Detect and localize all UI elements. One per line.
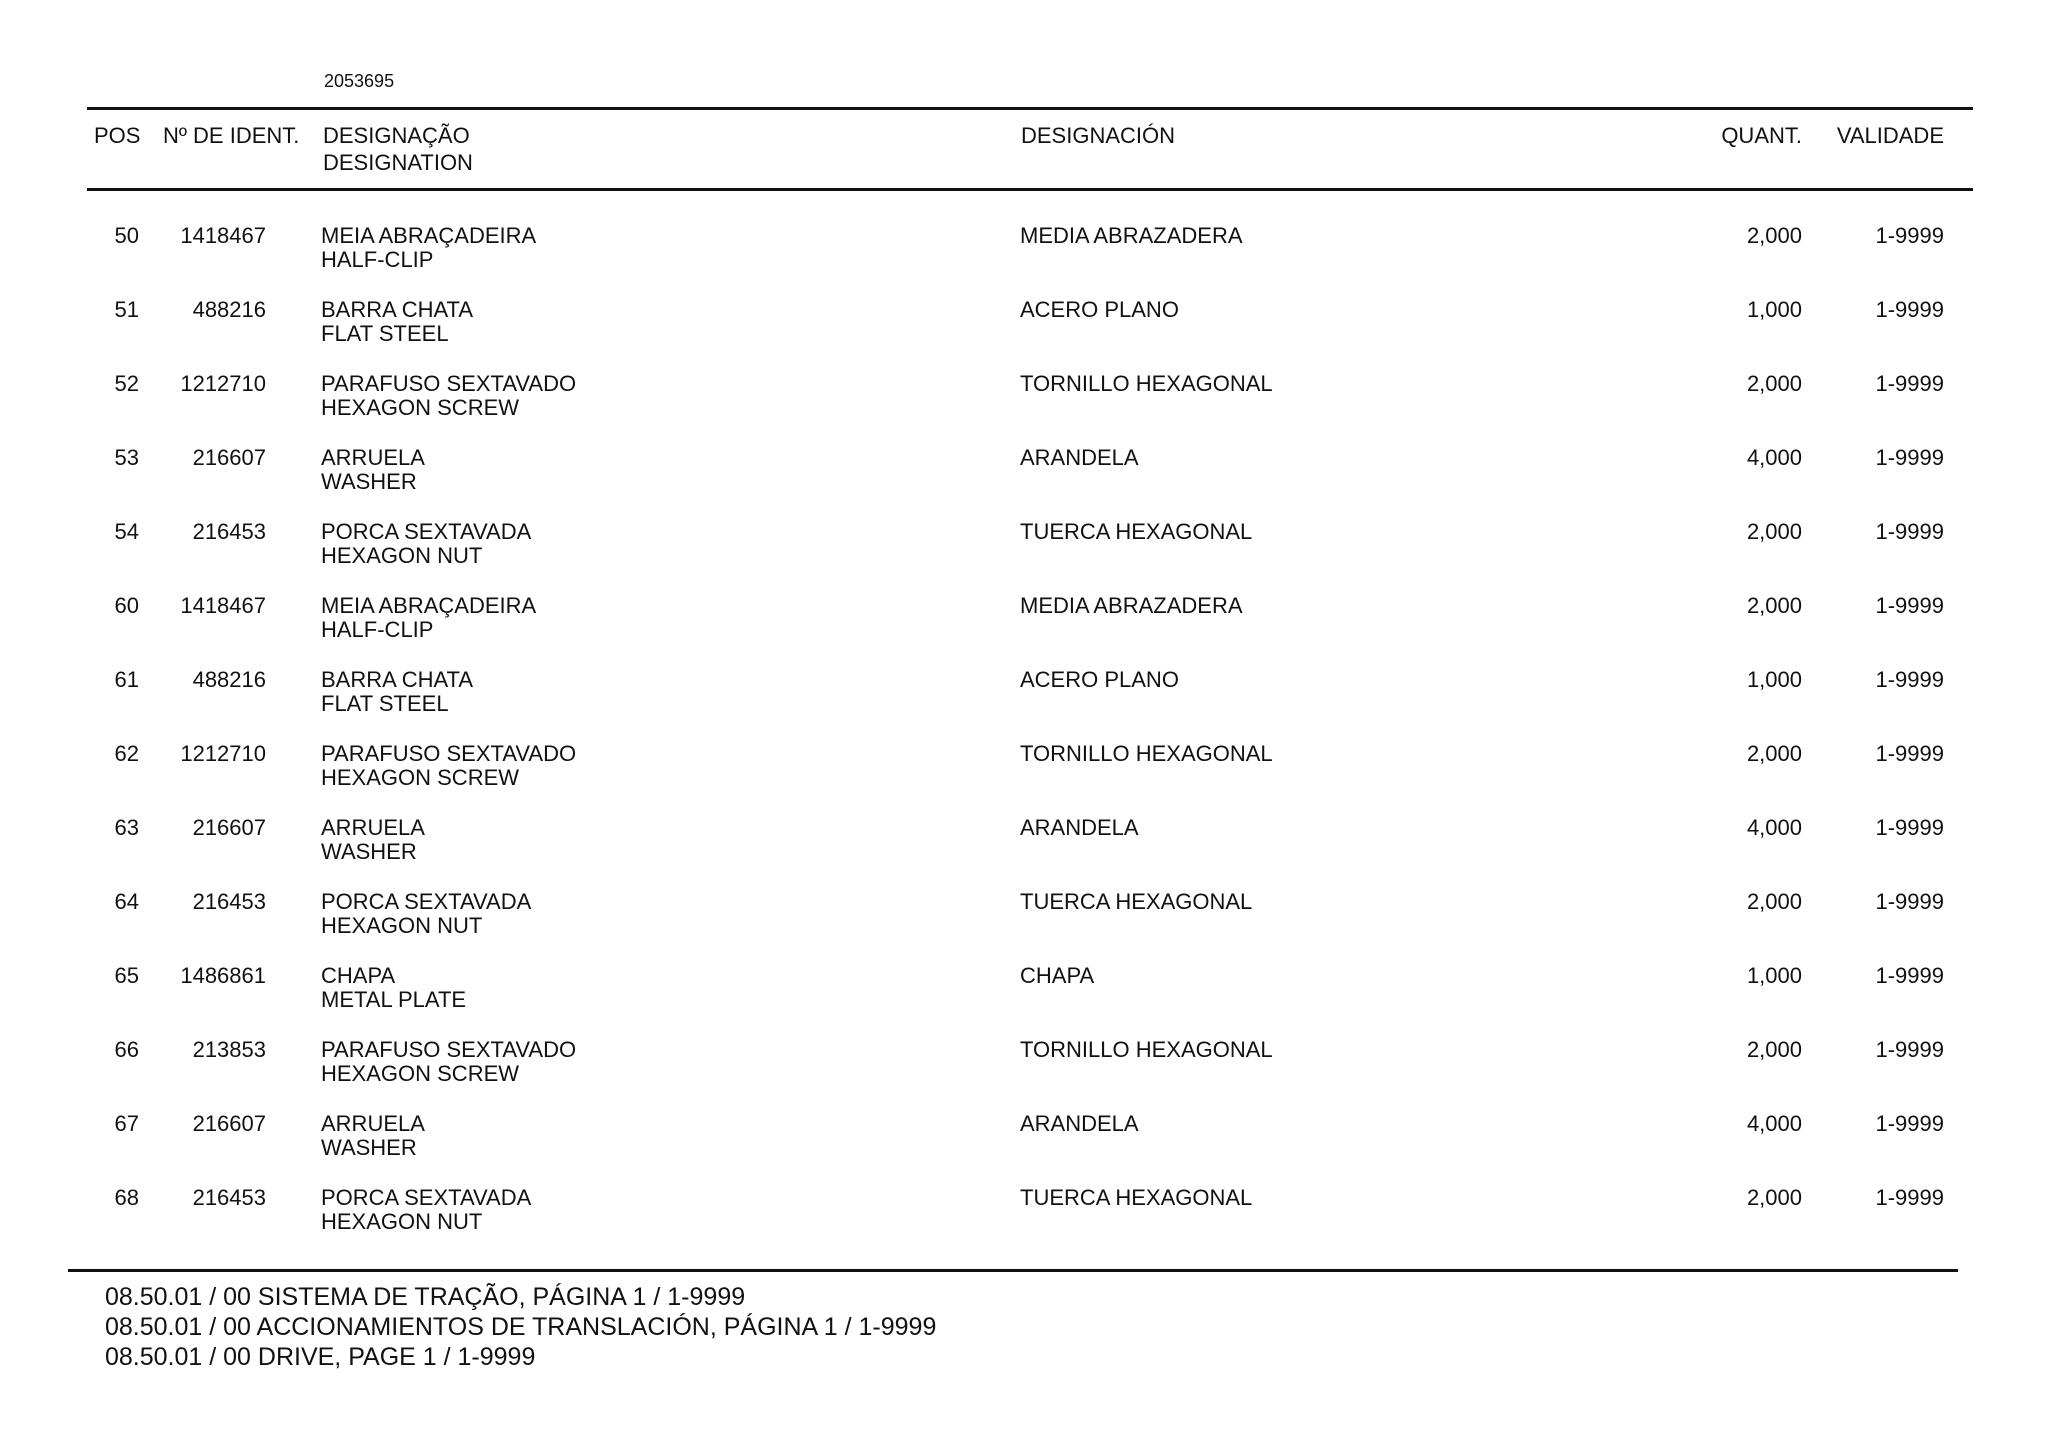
row-designation bbox=[321, 964, 466, 1012]
row-validity: 1-9999 bbox=[1875, 593, 1944, 618]
header-designation-es: DESIGNACIÓN bbox=[1021, 123, 1176, 148]
table-header bbox=[0, 122, 2048, 182]
table-row bbox=[0, 964, 2048, 1038]
row-validity: 1-9999 bbox=[1875, 445, 1944, 470]
row-designation bbox=[321, 742, 576, 790]
table-row bbox=[0, 372, 2048, 446]
table-row bbox=[0, 816, 2048, 890]
footer-line-en: 08.50.01 / 00 DRIVE, PAGE 1 / 1-9999 bbox=[105, 1343, 536, 1371]
row-ident: 1418467 bbox=[180, 593, 266, 618]
row-designation bbox=[321, 816, 425, 864]
table-row bbox=[0, 668, 2048, 742]
row-designation-pt: BARRA CHATA bbox=[321, 297, 473, 322]
row-designation-es: ARANDELA bbox=[1020, 1111, 1139, 1136]
row-designation-pt: MEIA ABRAÇADEIRA bbox=[321, 223, 537, 248]
row-designation-es: MEDIA ABRAZADERA bbox=[1020, 223, 1243, 248]
row-validity: 1-9999 bbox=[1875, 741, 1944, 766]
table-row bbox=[0, 742, 2048, 816]
row-designation-pt: PORCA SEXTAVADA bbox=[321, 889, 532, 914]
row-ident: 488216 bbox=[192, 667, 266, 692]
row-designation-es: TUERCA HEXAGONAL bbox=[1020, 519, 1253, 544]
row-pos: 61 bbox=[114, 667, 139, 692]
row-validity: 1-9999 bbox=[1875, 297, 1944, 322]
row-validity: 1-9999 bbox=[1875, 1111, 1944, 1136]
row-ident: 1212710 bbox=[180, 371, 266, 396]
row-pos: 62 bbox=[114, 741, 139, 766]
row-quantity: 2,000 bbox=[1746, 1185, 1802, 1210]
row-ident: 216453 bbox=[192, 889, 266, 914]
row-designation-pt: PARAFUSO SEXTAVADO bbox=[321, 371, 577, 396]
table-row bbox=[0, 1112, 2048, 1186]
row-quantity: 4,000 bbox=[1746, 445, 1802, 470]
row-validity: 1-9999 bbox=[1875, 815, 1944, 840]
row-validity: 1-9999 bbox=[1875, 889, 1944, 914]
row-designation-en: HEXAGON SCREW bbox=[321, 395, 520, 420]
row-quantity: 2,000 bbox=[1746, 223, 1802, 248]
row-validity: 1-9999 bbox=[1875, 371, 1944, 396]
row-quantity: 4,000 bbox=[1746, 1111, 1802, 1136]
document-number: 2053695 bbox=[324, 71, 395, 91]
table-row bbox=[0, 298, 2048, 372]
row-quantity: 1,000 bbox=[1746, 667, 1802, 692]
row-designation-es: ARANDELA bbox=[1020, 445, 1139, 470]
row-pos: 65 bbox=[114, 963, 139, 988]
header-validity: VALIDADE bbox=[1836, 123, 1944, 148]
row-designation-es: TUERCA HEXAGONAL bbox=[1020, 889, 1253, 914]
row-validity: 1-9999 bbox=[1875, 963, 1944, 988]
footer-line-pt: 08.50.01 / 00 SISTEMA DE TRAÇÃO, PÁGINA 1 / 1-9999 bbox=[105, 1283, 746, 1311]
row-designation-en: WASHER bbox=[321, 839, 417, 864]
parts-table-body bbox=[0, 224, 2048, 1260]
row-designation-es: TORNILLO HEXAGONAL bbox=[1020, 1037, 1273, 1062]
row-ident: 216453 bbox=[192, 1185, 266, 1210]
row-pos: 67 bbox=[114, 1111, 139, 1136]
row-designation bbox=[321, 298, 473, 346]
row-designation-en: FLAT STEEL bbox=[321, 691, 449, 716]
row-designation-pt: CHAPA bbox=[321, 963, 396, 988]
row-designation bbox=[321, 224, 536, 272]
row-designation-en: FLAT STEEL bbox=[321, 321, 449, 346]
row-pos: 53 bbox=[114, 445, 139, 470]
row-quantity: 2,000 bbox=[1746, 519, 1802, 544]
row-designation-en: HALF-CLIP bbox=[321, 247, 434, 272]
row-ident: 216453 bbox=[192, 519, 266, 544]
row-designation-pt: PARAFUSO SEXTAVADO bbox=[321, 1037, 577, 1062]
row-quantity: 2,000 bbox=[1746, 371, 1802, 396]
row-pos: 52 bbox=[114, 371, 139, 396]
row-pos: 68 bbox=[114, 1185, 139, 1210]
row-quantity: 2,000 bbox=[1746, 1037, 1802, 1062]
row-validity: 1-9999 bbox=[1875, 223, 1944, 248]
row-designation-pt: BARRA CHATA bbox=[321, 667, 473, 692]
row-ident: 216607 bbox=[192, 1111, 266, 1136]
table-row bbox=[0, 1186, 2048, 1260]
row-designation bbox=[321, 446, 425, 494]
row-designation-pt: ARRUELA bbox=[321, 815, 425, 840]
row-pos: 60 bbox=[114, 593, 139, 618]
row-designation-es: ACERO PLANO bbox=[1020, 667, 1179, 692]
row-designation bbox=[321, 594, 536, 642]
row-validity: 1-9999 bbox=[1875, 519, 1944, 544]
header-quantity: QUANT. bbox=[1721, 123, 1802, 148]
table-row bbox=[0, 594, 2048, 668]
row-quantity: 2,000 bbox=[1746, 593, 1802, 618]
row-validity: 1-9999 bbox=[1875, 1037, 1944, 1062]
row-designation-en: HEXAGON NUT bbox=[321, 1209, 483, 1234]
row-quantity: 1,000 bbox=[1746, 297, 1802, 322]
row-ident: 488216 bbox=[192, 297, 266, 322]
row-designation bbox=[321, 1112, 425, 1160]
row-designation bbox=[321, 520, 531, 568]
row-ident: 213853 bbox=[192, 1037, 266, 1062]
row-designation-en: HALF-CLIP bbox=[321, 617, 434, 642]
row-designation bbox=[321, 890, 531, 938]
row-designation bbox=[321, 1038, 576, 1086]
table-row bbox=[0, 446, 2048, 520]
table-row bbox=[0, 520, 2048, 594]
row-ident: 1418467 bbox=[180, 223, 266, 248]
row-ident: 1212710 bbox=[180, 741, 266, 766]
header-divider bbox=[87, 188, 1973, 191]
row-designation-en: METAL PLATE bbox=[321, 987, 467, 1012]
header-designation-pt: DESIGNAÇÃO bbox=[323, 123, 470, 148]
header-designation-en: DESIGNATION bbox=[323, 150, 473, 175]
row-ident: 216607 bbox=[192, 815, 266, 840]
row-designation-es: TUERCA HEXAGONAL bbox=[1020, 1185, 1253, 1210]
row-designation-es: ACERO PLANO bbox=[1020, 297, 1179, 322]
row-validity: 1-9999 bbox=[1875, 1185, 1944, 1210]
row-designation-pt: PORCA SEXTAVADA bbox=[321, 519, 532, 544]
header-designation bbox=[323, 122, 473, 176]
row-pos: 66 bbox=[114, 1037, 139, 1062]
row-designation-en: WASHER bbox=[321, 469, 417, 494]
row-designation-pt: MEIA ABRAÇADEIRA bbox=[321, 593, 537, 618]
row-quantity: 2,000 bbox=[1746, 889, 1802, 914]
row-designation-pt: PARAFUSO SEXTAVADO bbox=[321, 741, 577, 766]
header-pos: POS bbox=[94, 123, 141, 148]
row-pos: 50 bbox=[114, 223, 139, 248]
row-pos: 51 bbox=[114, 297, 139, 322]
row-quantity: 1,000 bbox=[1746, 963, 1802, 988]
header-ident: Nº DE IDENT. bbox=[163, 123, 300, 148]
row-designation-es: MEDIA ABRAZADERA bbox=[1020, 593, 1243, 618]
row-designation-pt: PORCA SEXTAVADA bbox=[321, 1185, 532, 1210]
row-pos: 63 bbox=[114, 815, 139, 840]
row-ident: 1486861 bbox=[180, 963, 266, 988]
row-pos: 64 bbox=[114, 889, 139, 914]
row-quantity: 4,000 bbox=[1746, 815, 1802, 840]
row-quantity: 2,000 bbox=[1746, 741, 1802, 766]
row-designation bbox=[321, 668, 473, 716]
table-row bbox=[0, 224, 2048, 298]
page-footer bbox=[105, 1282, 936, 1372]
row-designation-es: ARANDELA bbox=[1020, 815, 1139, 840]
footer-divider bbox=[68, 1269, 1958, 1272]
row-designation-en: HEXAGON NUT bbox=[321, 913, 483, 938]
footer-line-es: 08.50.01 / 00 ACCIONAMIENTOS DE TRANSLACIÓN, PÁGINA 1 / 1-9999 bbox=[105, 1313, 937, 1341]
row-validity: 1-9999 bbox=[1875, 667, 1944, 692]
row-designation-pt: ARRUELA bbox=[321, 1111, 425, 1136]
table-row bbox=[0, 890, 2048, 964]
row-designation-pt: ARRUELA bbox=[321, 445, 425, 470]
row-designation-en: HEXAGON NUT bbox=[321, 543, 483, 568]
table-row bbox=[0, 1038, 2048, 1112]
top-divider bbox=[87, 107, 1973, 110]
row-pos: 54 bbox=[114, 519, 139, 544]
row-designation bbox=[321, 1186, 531, 1234]
row-designation-en: HEXAGON SCREW bbox=[321, 765, 520, 790]
row-designation-en: WASHER bbox=[321, 1135, 417, 1160]
row-designation-es: CHAPA bbox=[1020, 963, 1095, 988]
row-designation bbox=[321, 372, 576, 420]
row-ident: 216607 bbox=[192, 445, 266, 470]
row-designation-en: HEXAGON SCREW bbox=[321, 1061, 520, 1086]
row-designation-es: TORNILLO HEXAGONAL bbox=[1020, 741, 1273, 766]
row-designation-es: TORNILLO HEXAGONAL bbox=[1020, 371, 1273, 396]
